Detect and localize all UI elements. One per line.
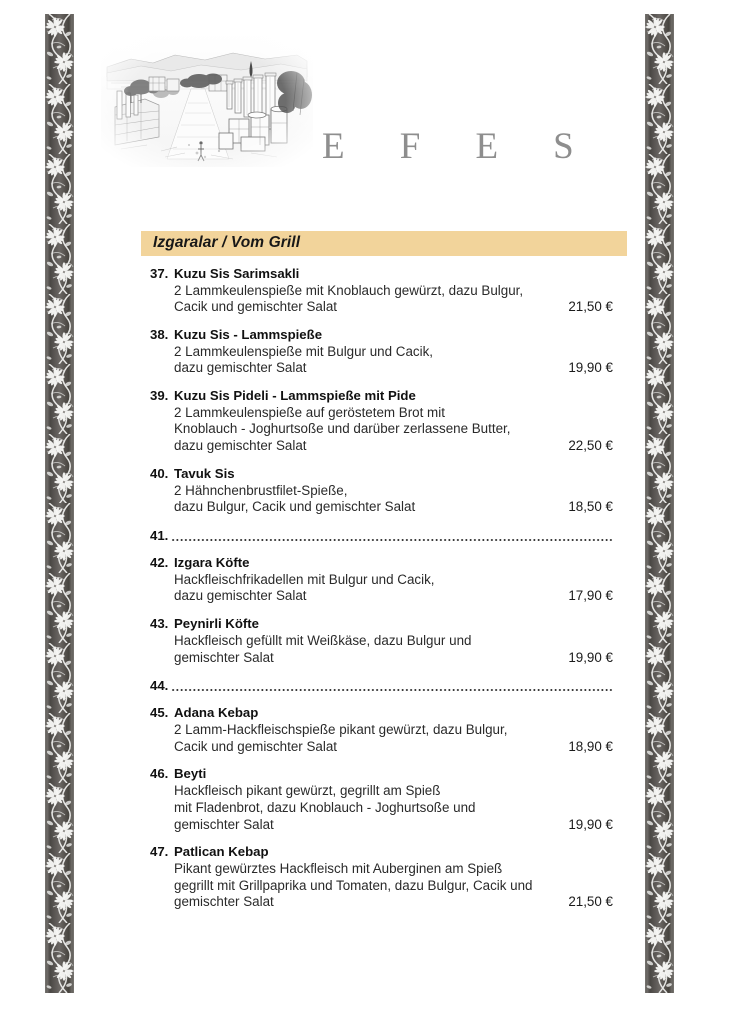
floral-ornament-icon: [45, 84, 74, 154]
item-price: 19,90 €: [568, 360, 613, 376]
description-line: dazu gemischter Salat 22,50 €: [174, 438, 613, 454]
menu-item-heading: [150, 555, 613, 572]
dot-leader: [171, 681, 613, 694]
item-number: 42.: [150, 555, 169, 571]
item-description: [174, 483, 613, 517]
item-name: Tavuk Sis: [174, 466, 235, 482]
menu-item-heading: [150, 616, 613, 633]
item-number: 43.: [150, 616, 169, 632]
item-description: [174, 572, 613, 606]
item-number: 38.: [150, 327, 169, 343]
description-line: 2 Hähnchenbrustfilet-Spieße,: [174, 482, 348, 498]
description-line: Knoblauch - Joghurtsoße und darüber zerlassene Butter,: [174, 421, 511, 437]
menu-item-placeholder: [0, 677, 729, 694]
item-price: 19,90 €: [568, 816, 613, 832]
item-number: 45.: [150, 705, 169, 721]
description-line: 2 Lammkeulenspieße mit Bulgur und Cacik,: [174, 343, 434, 359]
description-line: Hackfleisch gefüllt mit Weißkäse, dazu Bulgur und: [174, 632, 472, 648]
description-line: gemischter Salat 19,90 €: [174, 649, 613, 665]
description-line: dazu Bulgur, Cacik und gemischter Salat 18,50 €: [174, 499, 613, 515]
item-description: [174, 783, 613, 833]
item-description: [174, 344, 613, 378]
menu-item-heading: [150, 705, 613, 722]
floral-ornament-icon: [45, 14, 74, 84]
menu-item: [0, 705, 729, 755]
floral-ornament-icon: [645, 84, 674, 154]
item-name: Kuzu Sis - Lammspieße: [174, 327, 323, 343]
description-line: gegrillt mit Grillpaprika und Tomaten, dazu Bulgur, Cacik und: [174, 877, 533, 893]
floral-ornament-icon: [645, 923, 674, 993]
item-number: 37.: [150, 266, 169, 281]
menu-item-heading: [150, 844, 613, 861]
item-name: Beyti: [174, 766, 207, 782]
menu-item-list: [0, 266, 729, 922]
menu-item-heading: [150, 266, 613, 283]
floral-ornament-icon: [645, 154, 674, 224]
item-description: [174, 633, 613, 667]
description-line: Pikant gewürztes Hackfleisch mit Auberginen am Spieß: [174, 860, 503, 876]
menu-item-heading: [150, 327, 613, 344]
item-name: Kuzu Sis Sarimsakli: [174, 266, 300, 281]
item-name: Adana Kebap: [174, 705, 259, 721]
description-line: Cacik und gemischter Salat 18,90 €: [174, 738, 613, 754]
description-line: mit Fladenbrot, dazu Knoblauch - Joghurtsoße und: [174, 799, 476, 815]
item-number: 47.: [150, 844, 169, 860]
description-line: gemischter Salat 19,90 €: [174, 816, 613, 832]
item-name: Kuzu Sis Pideli - Lammspieße mit Pide: [174, 388, 416, 404]
menu-item-heading: [150, 388, 613, 405]
item-price: 18,90 €: [568, 738, 613, 754]
floral-ornament-icon: [645, 14, 674, 84]
item-price: 17,90 €: [568, 588, 613, 604]
description-line: gemischter Salat 21,50 €: [174, 894, 613, 910]
item-description: [174, 283, 613, 317]
description-line: Hackfleisch pikant gewürzt, gegrillt am Spieß: [174, 782, 441, 798]
menu-item: [0, 555, 729, 605]
description-line: 2 Lammkeulenspieße auf geröstetem Brot mit: [174, 404, 445, 420]
menu-item-placeholder: [0, 527, 729, 544]
item-description: [174, 861, 613, 911]
menu-item: [0, 327, 729, 377]
item-number: 44.: [150, 678, 169, 694]
menu-item: [0, 388, 729, 455]
description-line: dazu gemischter Salat 19,90 €: [174, 360, 613, 376]
menu-item: [0, 466, 729, 516]
floral-ornament-icon: [45, 154, 74, 224]
dot-leader: [171, 531, 613, 544]
item-price: 18,50 €: [568, 499, 613, 515]
item-number: 39.: [150, 388, 169, 404]
restaurant-name: E F E S: [322, 126, 597, 167]
item-price: 22,50 €: [568, 438, 613, 454]
floral-ornament-icon: [45, 923, 74, 993]
item-name: Izgara Köfte: [174, 555, 250, 571]
description-line: dazu gemischter Salat 17,90 €: [174, 588, 613, 604]
menu-item: [0, 766, 729, 833]
item-name: Peynirli Köfte: [174, 616, 260, 632]
placeholder-row: [150, 527, 613, 544]
placeholder-row: [150, 677, 613, 694]
menu-item-heading: [150, 766, 613, 783]
item-number: 41.: [150, 528, 169, 544]
menu-item: [0, 616, 729, 666]
menu-item: [0, 844, 729, 911]
item-description: [174, 405, 613, 455]
item-name: Patlican Kebap: [174, 844, 269, 860]
description-line: Hackfleischfrikadellen mit Bulgur und Cacik,: [174, 571, 435, 587]
item-number: 46.: [150, 766, 169, 782]
description-line: 2 Lamm-Hackfleischspieße pikant gewürzt, dazu Bulgur,: [174, 721, 508, 737]
description-line: 2 Lammkeulenspieße mit Knoblauch gewürzt, dazu Bulgur,: [174, 282, 524, 298]
section-title: Izgaralar / Vom Grill: [153, 234, 301, 251]
item-price: 21,50 €: [568, 299, 613, 315]
menu-item: [0, 266, 729, 316]
menu-item-heading: [150, 466, 613, 483]
ephesus-ruins-illustration: [101, 33, 313, 167]
description-line: Cacik und gemischter Salat 21,50 €: [174, 299, 613, 315]
item-price: 21,50 €: [568, 894, 613, 910]
item-description: [174, 722, 613, 756]
section-header-band: [141, 231, 627, 256]
item-number: 40.: [150, 466, 169, 482]
item-price: 19,90 €: [568, 649, 613, 665]
